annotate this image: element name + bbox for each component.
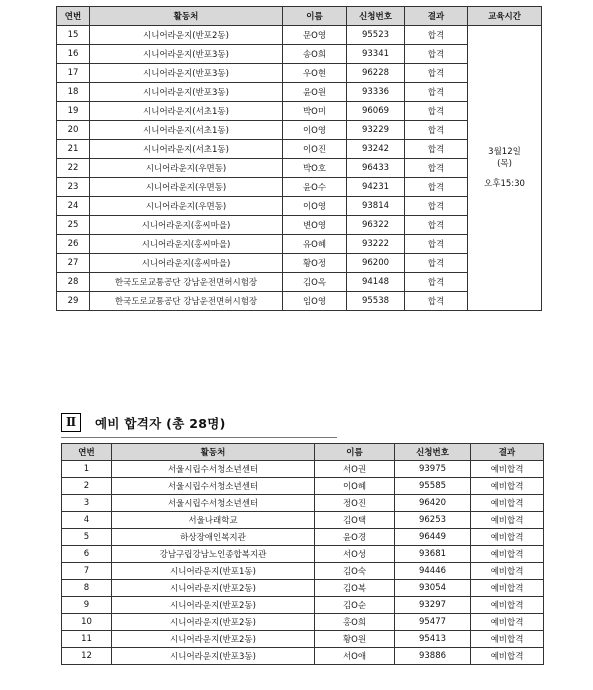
application-number-cell: 96420 [395, 495, 471, 512]
result-cell: 예비합격 [471, 631, 544, 648]
row-number-cell: 12 [62, 648, 112, 665]
table-header-row [62, 444, 544, 461]
row-number-cell: 11 [62, 631, 112, 648]
table-row [62, 648, 544, 665]
row-number-cell: 21 [57, 140, 90, 159]
name-cell: 서O애 [315, 648, 395, 665]
education-time: 오후15:30 [484, 179, 525, 189]
table-row [62, 631, 544, 648]
name-cell: 송O희 [283, 45, 347, 64]
reserve-table [61, 443, 544, 665]
result-cell: 합격 [405, 102, 468, 121]
column-header: 교육시간 [468, 7, 542, 26]
row-number-cell: 29 [57, 292, 90, 311]
table-row [62, 478, 544, 495]
row-number-cell: 10 [62, 614, 112, 631]
place-cell: 시니어라운지(서초1동) [90, 102, 283, 121]
place-cell: 한국도로교통공단 강남운전면허시험장 [90, 292, 283, 311]
table-row [57, 26, 542, 45]
column-header: 이름 [283, 7, 347, 26]
table-row [62, 546, 544, 563]
result-cell: 예비합격 [471, 512, 544, 529]
application-number-cell: 96253 [395, 512, 471, 529]
name-cell: 김O숙 [315, 563, 395, 580]
place-cell: 시니어라운지(우면동) [90, 178, 283, 197]
application-number-cell: 95413 [395, 631, 471, 648]
table-header-row [57, 7, 542, 26]
application-number-cell: 93054 [395, 580, 471, 597]
name-cell: 홍O희 [315, 614, 395, 631]
application-number-cell: 94231 [347, 178, 405, 197]
application-number-cell: 93336 [347, 83, 405, 102]
place-cell: 서울시립수서청소년센터 [112, 478, 315, 495]
row-number-cell: 8 [62, 580, 112, 597]
row-number-cell: 24 [57, 197, 90, 216]
column-header: 이름 [315, 444, 395, 461]
result-cell: 합격 [405, 178, 468, 197]
place-cell: 시니어라운지(반포2동) [112, 614, 315, 631]
application-number-cell: 93297 [395, 597, 471, 614]
row-number-cell: 26 [57, 235, 90, 254]
column-header: 활동처 [112, 444, 315, 461]
name-cell: 서O성 [315, 546, 395, 563]
place-cell: 시니어라운지(반포1동) [112, 563, 315, 580]
education-day: (목) [497, 159, 512, 169]
result-cell: 합격 [405, 26, 468, 45]
place-cell: 시니어라운지(반포2동) [90, 26, 283, 45]
name-cell: 정O진 [315, 495, 395, 512]
place-cell: 하상장애인복지관 [112, 529, 315, 546]
place-cell: 시니어라운지(서초1동) [90, 140, 283, 159]
result-cell: 합격 [405, 159, 468, 178]
section-title: 예비 합격자 (총 28명) [95, 416, 226, 431]
result-cell: 합격 [405, 83, 468, 102]
application-number-cell: 96200 [347, 254, 405, 273]
name-cell: 박O미 [283, 102, 347, 121]
application-number-cell: 94446 [395, 563, 471, 580]
place-cell: 시니어라운지(반포2동) [112, 597, 315, 614]
application-number-cell: 96322 [347, 216, 405, 235]
name-cell: 박O호 [283, 159, 347, 178]
name-cell: 윤O경 [315, 529, 395, 546]
column-header: 신청번호 [395, 444, 471, 461]
application-number-cell: 93229 [347, 121, 405, 140]
table-row [62, 597, 544, 614]
result-cell: 예비합격 [471, 580, 544, 597]
table-row [62, 495, 544, 512]
table-row [62, 461, 544, 478]
result-cell: 합격 [405, 45, 468, 64]
column-header: 활동처 [90, 7, 283, 26]
place-cell: 시니어라운지(홍씨마을) [90, 216, 283, 235]
name-cell: 이O진 [283, 140, 347, 159]
place-cell: 시니어라운지(반포3동) [112, 648, 315, 665]
column-header: 신청번호 [347, 7, 405, 26]
row-number-cell: 18 [57, 83, 90, 102]
name-cell: 김O복 [315, 580, 395, 597]
row-number-cell: 5 [62, 529, 112, 546]
table-row [62, 580, 544, 597]
result-cell: 예비합격 [471, 597, 544, 614]
section-heading [61, 411, 337, 438]
result-cell: 합격 [405, 197, 468, 216]
application-number-cell: 93222 [347, 235, 405, 254]
column-header: 결과 [471, 444, 544, 461]
place-cell: 시니어라운지(반포2동) [112, 580, 315, 597]
result-cell: 합격 [405, 235, 468, 254]
row-number-cell: 3 [62, 495, 112, 512]
name-cell: 황O원 [315, 631, 395, 648]
result-cell: 예비합격 [471, 546, 544, 563]
table-row [62, 614, 544, 631]
row-number-cell: 16 [57, 45, 90, 64]
application-number-cell: 95585 [395, 478, 471, 495]
name-cell: 서O권 [315, 461, 395, 478]
application-number-cell: 95523 [347, 26, 405, 45]
result-cell: 예비합격 [471, 529, 544, 546]
result-cell: 예비합격 [471, 563, 544, 580]
name-cell: 윤O수 [283, 178, 347, 197]
result-cell: 합격 [405, 273, 468, 292]
result-cell: 합격 [405, 64, 468, 83]
row-number-cell: 28 [57, 273, 90, 292]
application-number-cell: 95538 [347, 292, 405, 311]
application-number-cell: 93242 [347, 140, 405, 159]
row-number-cell: 20 [57, 121, 90, 140]
place-cell: 시니어라운지(반포3동) [90, 45, 283, 64]
name-cell: 김O순 [315, 597, 395, 614]
name-cell: 김O택 [315, 512, 395, 529]
name-cell: 우O현 [283, 64, 347, 83]
place-cell: 시니어라운지(서초1동) [90, 121, 283, 140]
column-header: 연번 [57, 7, 90, 26]
table-row [62, 512, 544, 529]
place-cell: 시니어라운지(반포2동) [112, 631, 315, 648]
name-cell: 김O옥 [283, 273, 347, 292]
application-number-cell: 95477 [395, 614, 471, 631]
row-number-cell: 1 [62, 461, 112, 478]
application-number-cell: 93975 [395, 461, 471, 478]
name-cell: 윤O원 [283, 83, 347, 102]
application-number-cell: 96069 [347, 102, 405, 121]
row-number-cell: 19 [57, 102, 90, 121]
name-cell: 황O정 [283, 254, 347, 273]
row-number-cell: 17 [57, 64, 90, 83]
pass-table [56, 6, 542, 311]
place-cell: 시니어라운지(반포3동) [90, 83, 283, 102]
row-number-cell: 15 [57, 26, 90, 45]
result-cell: 합격 [405, 292, 468, 311]
name-cell: 임O영 [283, 292, 347, 311]
name-cell: 이O혜 [315, 478, 395, 495]
place-cell: 시니어라운지(홍씨마을) [90, 235, 283, 254]
application-number-cell: 96433 [347, 159, 405, 178]
table-row [62, 563, 544, 580]
result-cell: 예비합격 [471, 478, 544, 495]
result-cell: 예비합격 [471, 648, 544, 665]
row-number-cell: 25 [57, 216, 90, 235]
education-time-cell [468, 26, 542, 311]
place-cell: 시니어라운지(우면동) [90, 197, 283, 216]
application-number-cell: 93886 [395, 648, 471, 665]
place-cell: 서울나래학교 [112, 512, 315, 529]
application-number-cell: 96228 [347, 64, 405, 83]
row-number-cell: 9 [62, 597, 112, 614]
place-cell: 시니어라운지(홍씨마을) [90, 254, 283, 273]
name-cell: 이O영 [283, 197, 347, 216]
name-cell: 변O영 [283, 216, 347, 235]
name-cell: 유O혜 [283, 235, 347, 254]
column-header: 연번 [62, 444, 112, 461]
row-number-cell: 6 [62, 546, 112, 563]
name-cell: 문O영 [283, 26, 347, 45]
row-number-cell: 23 [57, 178, 90, 197]
row-number-cell: 2 [62, 478, 112, 495]
application-number-cell: 94148 [347, 273, 405, 292]
application-number-cell: 93681 [395, 546, 471, 563]
education-date: 3월12일 [488, 147, 521, 157]
row-number-cell: 4 [62, 512, 112, 529]
result-cell: 합격 [405, 121, 468, 140]
place-cell: 강남구립강남노인종합복지관 [112, 546, 315, 563]
row-number-cell: 27 [57, 254, 90, 273]
table-row [62, 529, 544, 546]
place-cell: 시니어라운지(우면동) [90, 159, 283, 178]
result-cell: 합격 [405, 254, 468, 273]
place-cell: 서울시립수서청소년센터 [112, 461, 315, 478]
result-cell: 합격 [405, 140, 468, 159]
place-cell: 서울시립수서청소년센터 [112, 495, 315, 512]
section-numeral: Ⅱ [61, 413, 81, 432]
row-number-cell: 7 [62, 563, 112, 580]
name-cell: 이O영 [283, 121, 347, 140]
place-cell: 시니어라운지(반포3동) [90, 64, 283, 83]
place-cell: 한국도로교통공단 강남운전면허시험장 [90, 273, 283, 292]
result-cell: 예비합격 [471, 461, 544, 478]
application-number-cell: 96449 [395, 529, 471, 546]
application-number-cell: 93341 [347, 45, 405, 64]
result-cell: 예비합격 [471, 614, 544, 631]
row-number-cell: 22 [57, 159, 90, 178]
application-number-cell: 93814 [347, 197, 405, 216]
column-header: 결과 [405, 7, 468, 26]
result-cell: 예비합격 [471, 495, 544, 512]
result-cell: 합격 [405, 216, 468, 235]
